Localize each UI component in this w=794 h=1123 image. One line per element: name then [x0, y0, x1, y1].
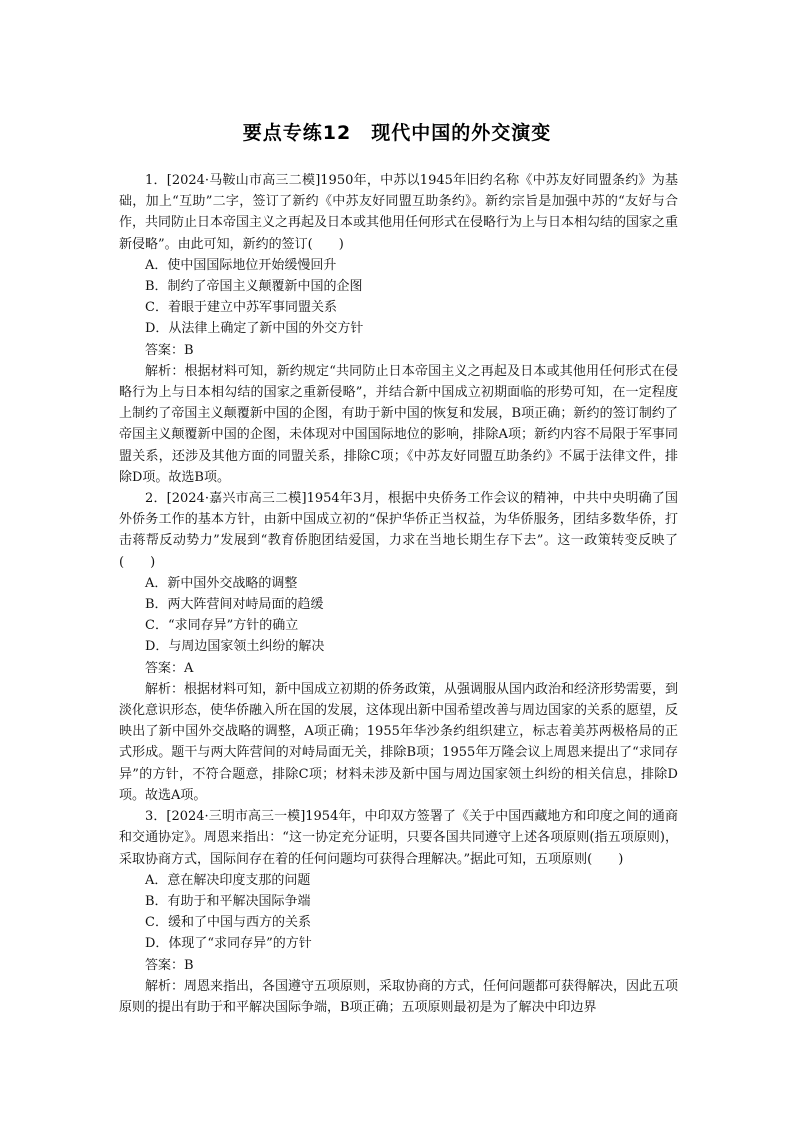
option-d: D．与周边国家领土纠纷的解决	[145, 639, 325, 655]
analysis: 解析：周恩来指出，各国遵守五项原则，采取协商的方式，任何问题都可获得解决，因此五项原则的提出有助于和平解决国际争端，B项正确；五项原则最初是为了解决中印边界	[119, 978, 679, 1015]
analysis: 解析：根据材料可知，新中国成立初期的侨务政策，从强调服从国内政治和经济形势需要，到淡化意识形态，使华侨融入所在国的发展，这体现出新中国希望改善与周边国家的关系的愿望，反映出了新中国外交战略的调整，A项正确；1955年华沙条约组织建立，标志着美苏两极格局的正式形成。题干与两大阵营间的对峙局面无关，排除B项；1955年万隆会议上周恩来提出了“求同存异”的方针，不符合题意，排除C项；材料未涉及新中国与周边国家领土纠纷的相关信息，排除D项。故选A项。	[119, 681, 679, 803]
option-b: B．两大阵营间对峙局面的趋缓	[145, 597, 324, 613]
question-stem: 1．[2024·马鞍山市高三二模]1950年，中苏以1945年旧约名称《中苏友好同盟条约》为基础，加上“互助”二字，签订了新约《中苏友好同盟互助条约》。新约宗旨是加强中苏的“友好与合作，共同防止日本帝国主义之再起及日本或其他用任何形式在侵略行为上与日本相勾结的国家之重新侵略”。由此可知，新约的签订( )	[119, 173, 679, 252]
question-2	[119, 488, 678, 806]
option-b: B．制约了帝国主义颠覆新中国的企图	[145, 279, 363, 295]
answer: 答案：A	[145, 660, 194, 676]
option-a: A．使中国国际地位开始缓慢回升	[145, 257, 337, 273]
option-a: A．意在解决印度支那的问题	[145, 872, 311, 888]
question-3	[119, 806, 678, 1018]
question-list	[119, 170, 678, 1018]
answer: 答案：B	[145, 957, 194, 973]
option-d: D．从法律上确定了新中国的外交方针	[145, 321, 364, 337]
option-c: C．缓和了中国与西方的关系	[145, 915, 311, 931]
option-b: B．有助于和平解决国际争端	[145, 893, 311, 909]
question-1	[119, 170, 678, 488]
page-title: 要点专练12 现代中国的外交演变	[242, 122, 552, 144]
option-a: A．新中国外交战略的调整	[145, 575, 298, 591]
option-c: C．着眼于建立中苏军事同盟关系	[145, 300, 337, 316]
answer: 答案：B	[145, 342, 194, 358]
option-c: C．“求同存异”方针的确立	[145, 618, 299, 634]
question-stem: 3．[2024·三明市高三一模]1954年，中印双方签署了《关于中国西藏地方和印度之间的通商和交通协定》。周恩来指出：“这一协定充分证明，只要各国共同遵守上述各项原则(指五项原则)，采取协商方式，国际间存在着的任何问题均可获得合理解决。”据此可知，五项原则( )	[119, 809, 678, 867]
question-stem: 2．[2024·嘉兴市高三二模]1954年3月，根据中央侨务工作会议的精神，中共中央明确了国外侨务工作的基本方针，由新中国成立初的“保护华侨正当权益，为华侨服务，团结多数华侨，打击蒋帮反动势力”发展到“教育侨胞团结爱国，力求在当地长期生存下去”。这一政策转变反映了( )	[119, 491, 678, 570]
option-d: D．体现了“求同存异”的方针	[145, 936, 312, 952]
analysis: 解析：根据材料可知，新约规定“共同防止日本帝国主义之再起及日本或其他用任何形式在侵略行为上与日本相勾结的国家之重新侵略”，并结合新中国成立初期面临的形势可知，在一定程度上制约了帝国主义颠覆新中国的企图，有助于新中国的恢复和发展，B项正确；新约的签订制约了帝国主义颠覆新中国的企图，未体现对中国国际地位的影响，排除A项；新约内容不局限于军事同盟关系，还涉及其他方面的同盟关系，排除C项；《中苏友好同盟互助条约》不属于法律文件，排除D项。故选B项。	[119, 363, 678, 485]
